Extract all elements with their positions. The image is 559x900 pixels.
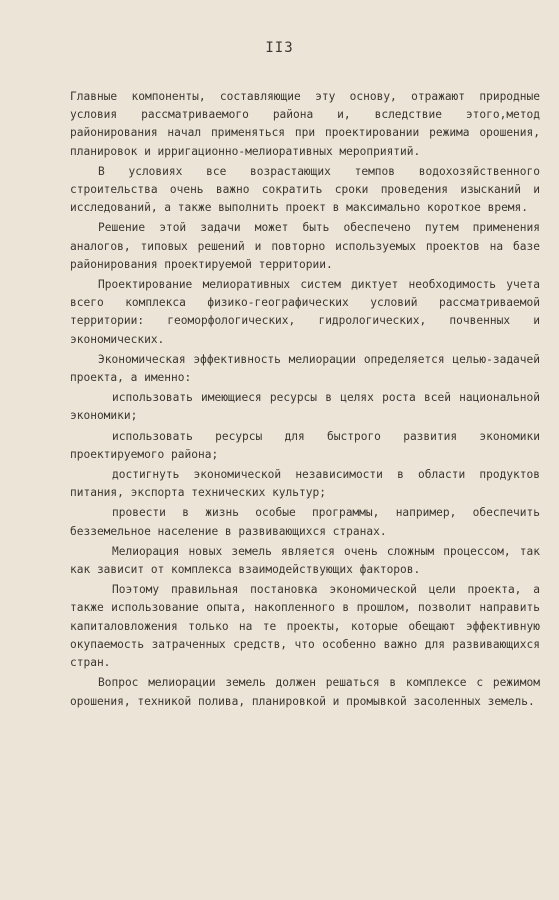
list-item-3: достигнуть экономической независимости в области продуктов питания, экспорта технических культур;	[70, 468, 540, 500]
list-item-4: провести в жизнь особые программы, например, обеспечить безземельное население в развивающихся странах.	[70, 506, 540, 538]
paragraph-7: Поэтому правильная постановка экономической цели проекта, а также использование опыта, накопленного в прошлом, позволит направить капиталовложения только на те проекты, которые обещают эффективную окупаемость затраченных средств, что особенно важно для развивающихся стран.	[70, 583, 540, 670]
paragraph-6: Мелиорация новых земель является очень сложным процессом, так как зависит от комплекса взаимодействующих факторов.	[70, 544, 540, 577]
paragraph-1: Главные компоненты, составляющие эту основу, отражают природные условия рассматриваемого района и, вследствие этого,метод районирования начал применяться при проектировании режима орошения, планировок и ирригационно-мелиоративных мероприятий.	[70, 90, 540, 158]
paragraph-5: Экономическая эффективность мелиорации определяется целью-задачей проекта, а именно:	[70, 352, 540, 385]
list-item-1: использовать имеющиеся ресурсы в целях роста всей национальной экономики;	[70, 391, 540, 423]
paragraph-2: В условиях все возрастающих темпов водохозяйственного строительства очень важно сократить сроки проведения изысканий и исследований, а также выполнить проект в максимально короткое время.	[70, 164, 540, 215]
page-number: II3	[265, 40, 294, 56]
body-text	[70, 88, 540, 713]
paragraph-8: Вопрос мелиорации земель должен решаться в комплексе с режимом орошения, техникой полива, планировкой и промывкой засоленных земель.	[70, 676, 540, 708]
paragraph-3: Решение этой задачи может быть обеспечено путем применения аналогов, типовых решений и повторно используемых проектов на базе районирования проектируемой территории.	[70, 221, 540, 271]
paragraph-4: Проектирование мелиоративных систем диктует необходимость учета всего комплекса физико-географических условий рассматриваемой территории: геоморфологических, гидрологических, почвенных и экономических.	[70, 278, 540, 346]
list-item-2: использовать ресурсы для быстрого развития экономики проектируемого района;	[70, 429, 540, 461]
